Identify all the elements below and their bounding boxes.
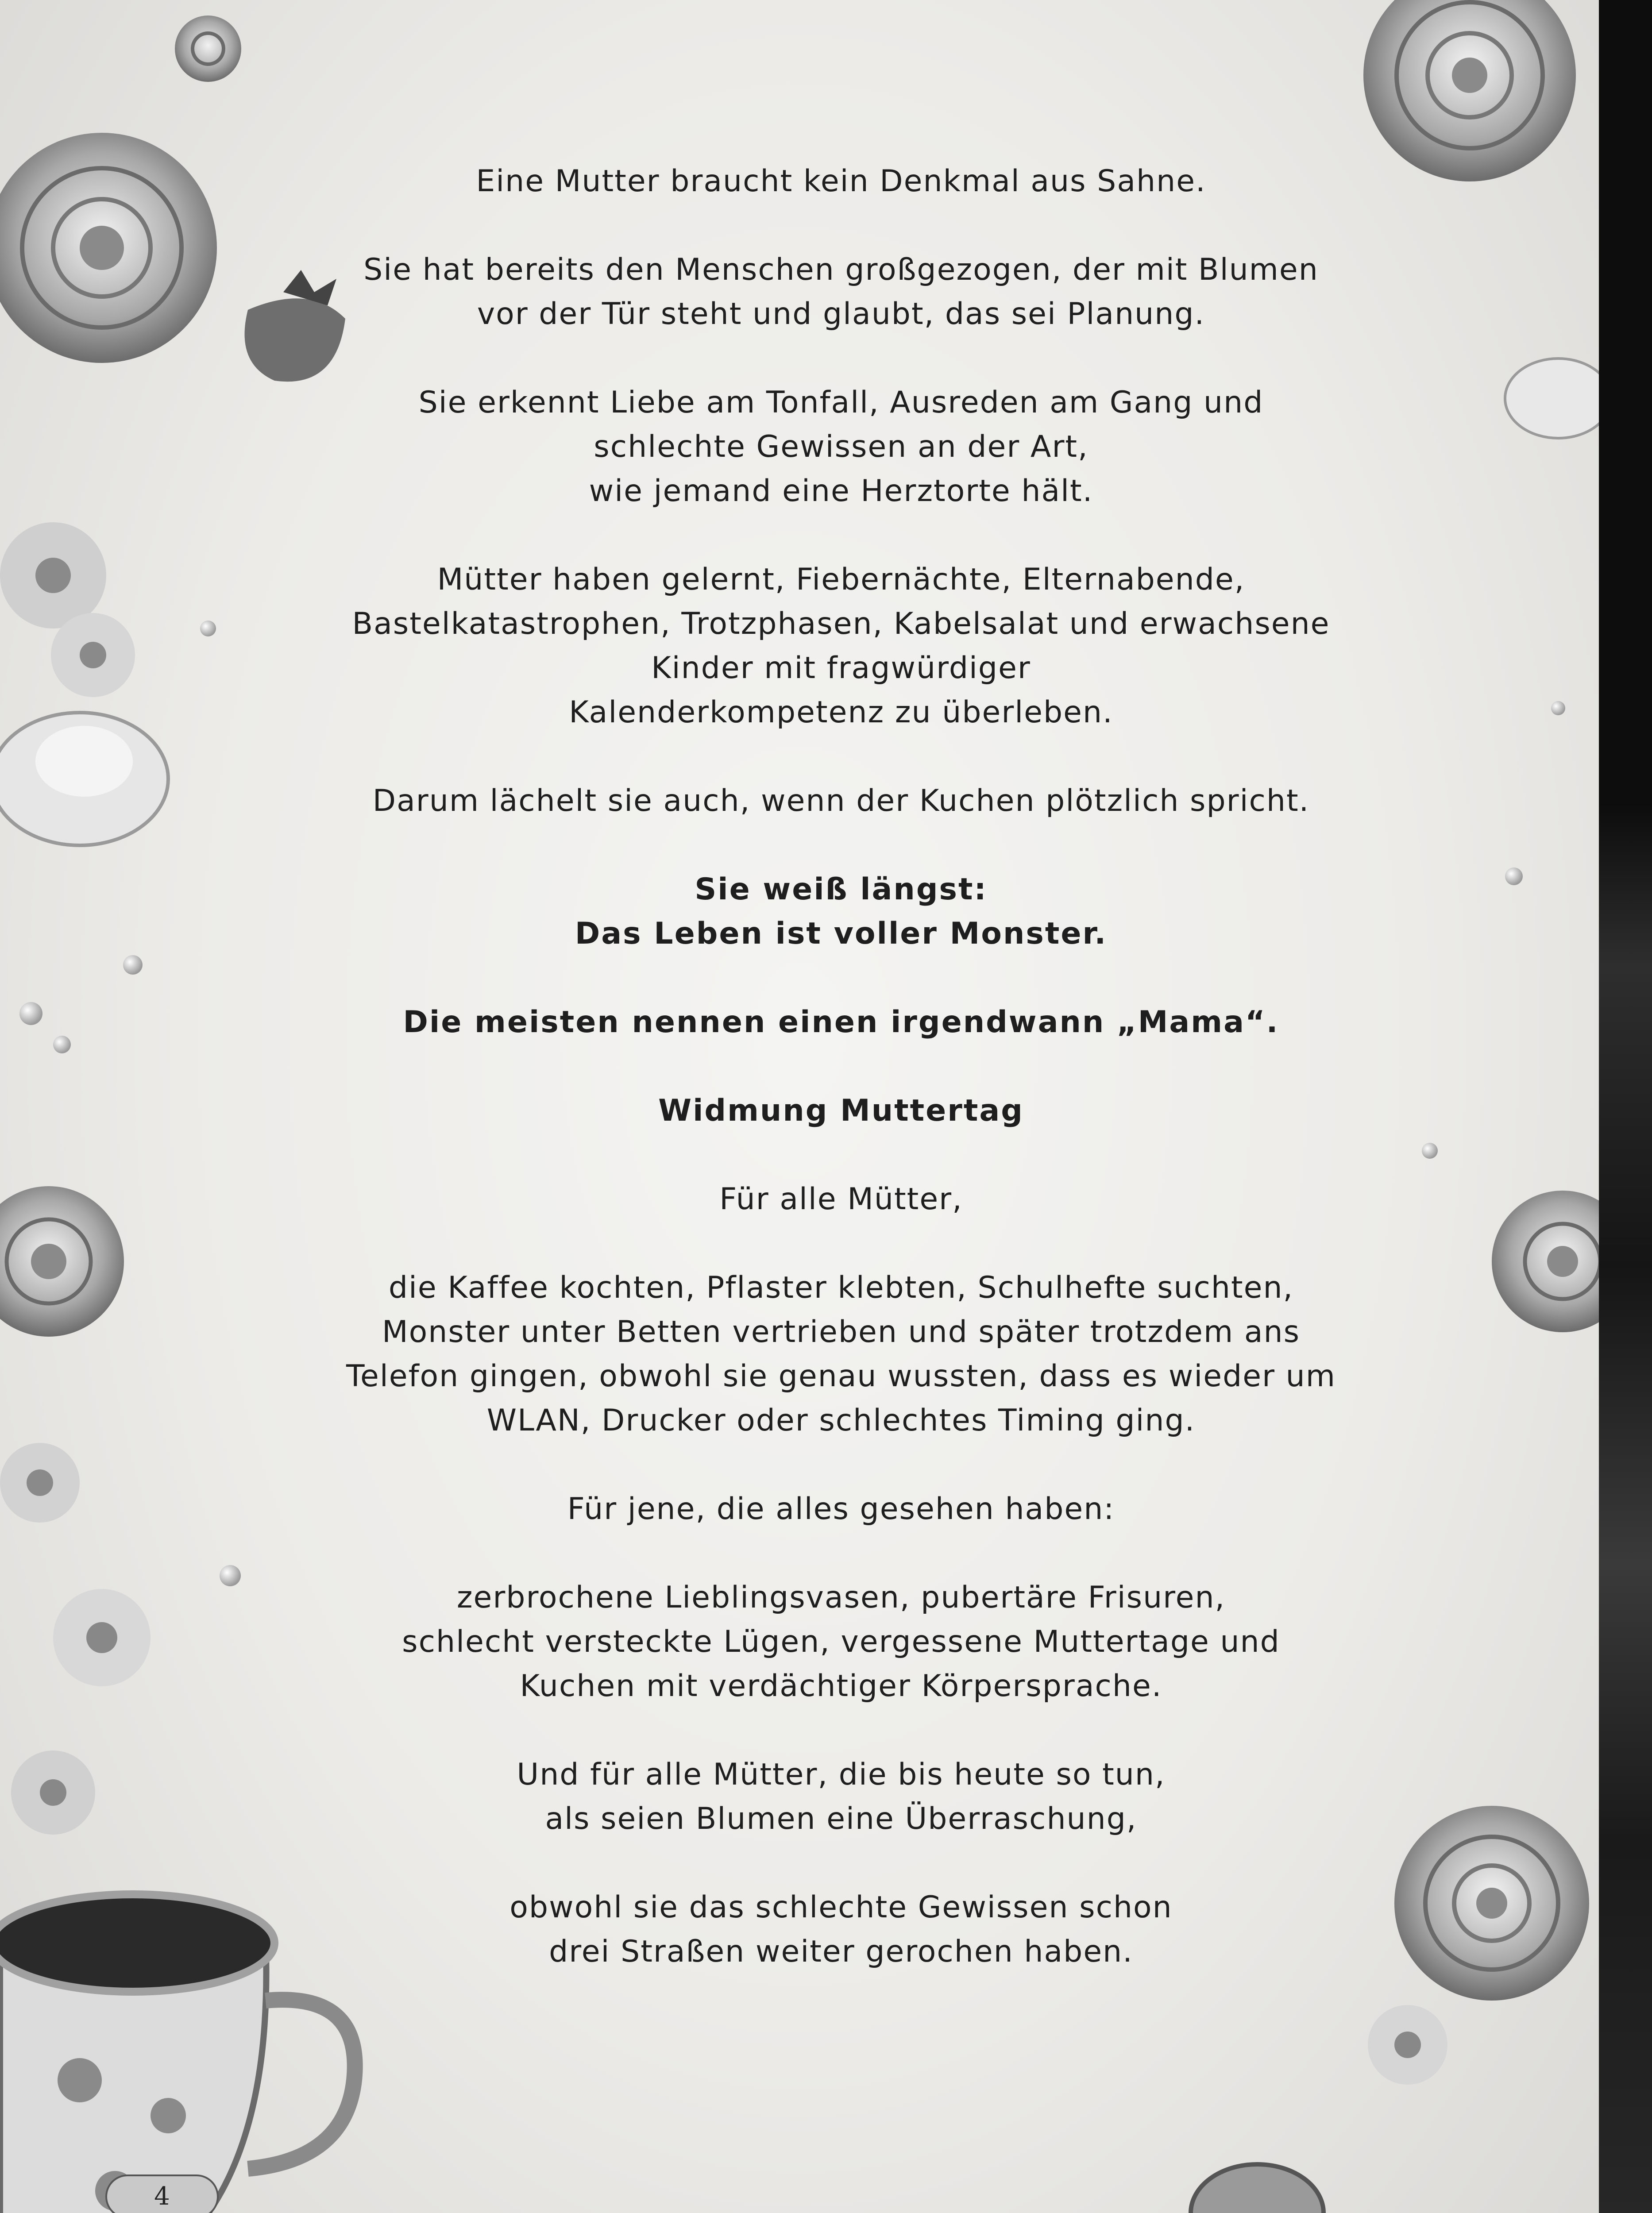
dedication-text bbox=[319, 159, 1363, 1974]
rose-icon bbox=[0, 133, 217, 363]
daisy-icon bbox=[0, 1443, 151, 1835]
paragraph-gap bbox=[319, 823, 1363, 867]
cream-icon bbox=[1505, 359, 1599, 438]
text-line: Monster unter Betten vertrieben und später trotzdem ans bbox=[382, 1315, 1301, 1349]
page-number: 4 bbox=[105, 2174, 219, 2213]
paragraph-gap bbox=[319, 513, 1363, 558]
text-line: Sie hat bereits den Menschen großgezogen, der mit Blumen bbox=[363, 252, 1319, 287]
bold-text-line: Widmung Muttertag bbox=[658, 1093, 1024, 1128]
bold-text-line: Die meisten nennen einen irgendwann „Mama“. bbox=[403, 1005, 1279, 1040]
text-line: WLAN, Drucker oder schlechtes Timing ging. bbox=[486, 1403, 1196, 1438]
teacup-icon bbox=[0, 1894, 372, 2213]
paragraph-gap bbox=[319, 1443, 1363, 1487]
text-line: Für alle Mütter, bbox=[719, 1182, 963, 1217]
paragraph-gap bbox=[319, 1841, 1363, 1885]
text-line: Mütter haben gelernt, Fiebernächte, Elternabende, bbox=[437, 562, 1245, 597]
paragraph-gap bbox=[319, 1531, 1363, 1576]
daisy-icon bbox=[1368, 2005, 1447, 2085]
paragraph-gap bbox=[319, 1708, 1363, 1753]
text-line: Kalenderkompetenz zu überleben. bbox=[569, 695, 1113, 730]
text-line: die Kaffee kochten, Pflaster klebten, Schulhefte suchten, bbox=[388, 1270, 1294, 1305]
paragraph-gap bbox=[319, 735, 1363, 779]
spoon-icon bbox=[1191, 2164, 1483, 2213]
text-line: schlechte Gewissen an der Art, bbox=[594, 429, 1088, 464]
text-line: Für jene, die alles gesehen haben: bbox=[567, 1492, 1115, 1527]
text-line: Und für alle Mütter, die bis heute so tun, bbox=[517, 1757, 1166, 1792]
cream-icon bbox=[0, 713, 168, 845]
text-line: Kinder mit fragwürdiger bbox=[651, 651, 1031, 686]
text-line: Telefon gingen, obwohl sie genau wussten, dass es wieder um bbox=[346, 1359, 1336, 1394]
text-line: Eine Mutter braucht kein Denkmal aus Sahne. bbox=[476, 164, 1206, 199]
text-line: Bastelkatastrophen, Trotzphasen, Kabelsalat und erwachsene bbox=[352, 606, 1330, 641]
text-line: obwohl sie das schlechte Gewissen schon bbox=[509, 1890, 1173, 1925]
rose-icon bbox=[0, 1186, 124, 1337]
rose-icon bbox=[1363, 0, 1576, 181]
rose-icon bbox=[1492, 1191, 1599, 1332]
rose-icon bbox=[1394, 1806, 1589, 2001]
text-line: als seien Blumen eine Überraschung, bbox=[545, 1801, 1137, 1836]
paragraph-gap bbox=[319, 1133, 1363, 1177]
paragraph-gap bbox=[319, 1222, 1363, 1266]
text-line: Kuchen mit verdächtiger Körpersprache. bbox=[520, 1669, 1162, 1704]
daisy-icon bbox=[0, 522, 135, 697]
text-line: drei Straßen weiter gerochen haben. bbox=[549, 1934, 1133, 1969]
text-line: Darum lächelt sie auch, wenn der Kuchen plötzlich spricht. bbox=[372, 783, 1310, 818]
rose-icon bbox=[175, 15, 241, 82]
paragraph-gap bbox=[319, 1045, 1363, 1089]
text-line: vor der Tür steht und glaubt, das sei Planung. bbox=[477, 297, 1205, 332]
paragraph-gap bbox=[319, 204, 1363, 248]
bold-text-line: Das Leben ist voller Monster. bbox=[575, 916, 1108, 951]
paragraph-gap bbox=[319, 336, 1363, 381]
bold-text-line: Sie weiß längst: bbox=[695, 872, 988, 907]
text-line: wie jemand eine Herztorte hält. bbox=[589, 474, 1093, 509]
page-edge-strip bbox=[1599, 0, 1652, 2213]
text-line: zerbrochene Lieblingsvasen, pubertäre Frisuren, bbox=[456, 1580, 1226, 1615]
text-line: Sie erkennt Liebe am Tonfall, Ausreden am Gang und bbox=[418, 385, 1264, 420]
text-line: schlecht versteckte Lügen, vergessene Muttertage und bbox=[402, 1624, 1280, 1659]
paragraph-gap bbox=[319, 956, 1363, 1000]
